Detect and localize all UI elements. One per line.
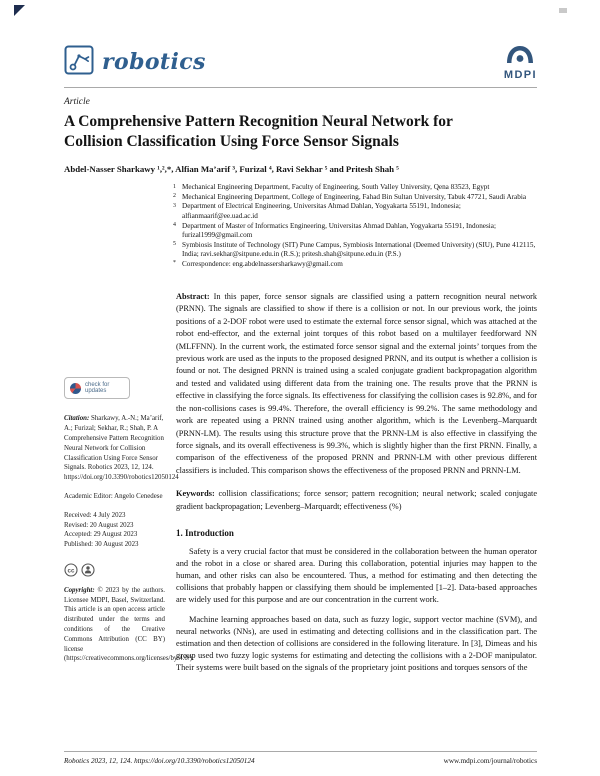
affiliation-text: Mechanical Engineering Department, College of Engineering, Fahad Bin Sultan University, Tabuk 47721, Saudi Arabia — [182, 192, 527, 201]
license-icons — [64, 563, 165, 581]
keywords — [176, 488, 537, 513]
affiliation-number: 3 — [173, 202, 176, 209]
title-line-2: Collision Classification Using Force Sensor Signals — [64, 133, 399, 151]
affiliation-number: 4 — [173, 222, 176, 229]
mdpi-wordmark: MDPI — [503, 68, 537, 81]
footer-journal-url[interactable]: www.mdpi.com/journal/robotics — [443, 757, 537, 765]
title-line-1: A Comprehensive Pattern Recognition Neural Network for — [64, 113, 453, 130]
abstract — [176, 291, 537, 478]
abstract-label: Abstract: — [176, 291, 210, 301]
article-type-label: Article — [64, 97, 90, 107]
revised-label: Revised: — [64, 521, 89, 529]
attribution-person-icon — [81, 563, 95, 581]
section-heading-introduction: 1. Introduction — [176, 528, 234, 539]
main-column — [176, 282, 537, 682]
intro-paragraph-2: Machine learning approaches based on data, such as fuzzy logic, support vector machine (SVM), and neural networks (NNs), are used in estimating and detecting collisions and in the classification part. The estimation and then detection of collisions are considered in the following literature. In [3], Dimeas and his group used two fuzzy logic systems for estimating and detecting the collisions with a 2-DOF manipulator. Their systems were built based on the signals of the proprietary joint positions and torques sensors of the — [176, 615, 537, 673]
academic-editor-block — [64, 492, 165, 502]
footer-citation: Robotics 2023, 12, 124. https://doi.org/10.3390/robotics12050124 — [64, 757, 255, 765]
keywords-label: Keywords: — [176, 489, 215, 499]
page-title — [64, 112, 537, 152]
keywords-text: collision classifications; force sensor; pattern recognition; neural network; scaled conjugate gradient backpropagation; Levenberg–Marquardt; effectiveness (%) — [176, 489, 538, 511]
academic-editor-label: Academic Editor: — [64, 493, 113, 501]
abstract-text: In this paper, force sensor signals are classified using a pattern recognition neural network (PRNN). The signals are classified to show if there is a collision or not. In our previous work, the joints positions of a 2-DOF robot were used to estimate the external force sensor signal, which was attached at the robot end-effector, and the external joint torques of this robot based on a multilayer feedforward NN (MLFFNN). In the current work, the estimated force sensor signal and the external joints’ torques from the previous work are used as the inputs to the proposed designed PRNN, and its output is whether a collision is found or not. The designed PRNN is trained using a scaled conjugate gradient backpropagation algorithm and tested and validated using different data from the training one. The results prove that the PRNN is effective in classifying the force signals. Its effectiveness for classifying the collision cases is 92.8%, and for the non-collisions cases is 99.4%. Therefore, the overall efficiency is 99.2%. The same methodology and work are repeated using a PRNN trained using another algorithm, which is the Levenberg–Marquardt (PRNN-LM). The results using this structure prove that the PRNN-LM is also effective in classifying the force signals, and its overall effectiveness is 99.3%, which is slightly higher than the first PRNN. Finally, a comparison of the effectiveness of the proposed PRNN and PRNN-LM with other previous different classifiers is included. This comparison shows the effectiveness of the proposed PRNN and PRNN-LM. — [176, 291, 538, 475]
creative-commons-icon — [64, 563, 78, 581]
affiliation-row — [173, 222, 537, 241]
citation-label: Citation: — [64, 415, 90, 423]
robotics-journal-logo — [64, 45, 206, 80]
accepted-label: Accepted: — [64, 531, 92, 539]
mdpi-emblem-icon — [505, 44, 535, 68]
received-label: Received: — [64, 511, 92, 519]
check-for-updates-label: check for updates — [85, 381, 110, 395]
robot-arm-icon — [64, 45, 94, 80]
published-label: Published: — [64, 541, 94, 549]
journal-name: robotics — [102, 49, 206, 75]
circular-arrows-icon — [70, 383, 81, 394]
affiliation-row — [173, 202, 537, 221]
affiliation-row — [173, 183, 537, 193]
header-divider — [64, 87, 537, 88]
affiliation-number: 1 — [173, 183, 176, 190]
correspondence-text: Correspondence: eng.abdelnassersharkawy@gmail.com — [182, 259, 343, 268]
accepted-date: 29 August 2023 — [93, 531, 138, 539]
page-footer — [64, 751, 537, 765]
academic-editor-name: Angelo Cenedese — [114, 493, 163, 501]
mdpi-logo — [504, 44, 537, 81]
affiliations-list — [173, 183, 537, 269]
copyright-label: Copyright: — [64, 586, 95, 594]
published-date: 30 August 2023 — [94, 541, 139, 549]
page-header — [64, 44, 537, 80]
copyright-text: © 2023 by the authors. Licensee MDPI, Basel, Switzerland. This article is an open access article distributed under the terms and conditions of the Creative Commons Attribution (CC BY) license (https://creativecommons.org/licenses/by/4.0/). — [64, 586, 194, 663]
affiliation-row — [173, 241, 537, 260]
citation-text: Sharkawy, A.-N.; Ma’arif, A.; Furizal; Sekhar, R.; Shah, P. A Comprehensive Pattern Recognition Neural Network for Collision Classification Using Force Sensor Signals. Robotics 2023, 12, 124. https://doi.org/10.3390/robotics12050124 — [64, 415, 179, 482]
affiliation-text: Department of Electrical Engineering, Universitas Ahmad Dahlan, Yogyakarta 55191, Indonesia; alfianmaarif@ee.uad.ac.id — [182, 202, 461, 221]
affiliation-text: Mechanical Engineering Department, Faculty of Engineering, South Valley University, Qena 83523, Egypt — [182, 183, 490, 192]
two-column-region — [64, 282, 537, 682]
dates-block — [64, 511, 165, 550]
page-corner-fold-artifact — [14, 5, 25, 16]
affiliation-number: 2 — [173, 193, 176, 200]
authors-line: Abdel-Nasser Sharkawy ¹,²,*, Alfian Ma’arif ³, Furizal ⁴, Ravi Sekhar ⁵ and Pritesh Shah ⁵ — [64, 164, 399, 175]
affiliation-text: Department of Master of Informatics Engineering, Universitas Ahmad Dahlan, Yogyakarta 55191, Indonesia; furizal1999@gmail.com — [182, 221, 496, 240]
revised-date: 20 August 2023 — [89, 521, 134, 529]
citation-block — [64, 414, 179, 483]
svg-text:cc: cc — [67, 567, 75, 575]
copyright-block — [64, 586, 194, 664]
affiliation-number: 5 — [173, 241, 176, 248]
correspondence-asterisk: * — [173, 260, 176, 267]
affiliation-row — [173, 193, 537, 203]
intro-paragraph-1: Safety is a very crucial factor that must be considered in the collaboration between the human operator and the robot in a close or shared area. During this collaboration, potential injuries may happen to the human, and other risks can also be encountered. Thus, a method for estimating and then detecting the collisions that probably happen or classifying them should be implemented [1–2]. Data-based approaches are widely used for this purpose and are our concentration in the current work. — [176, 546, 537, 604]
page-corner-mark-artifact — [559, 8, 567, 13]
correspondence-row — [173, 260, 537, 270]
received-date: 4 July 2023 — [93, 511, 126, 519]
affiliation-text: Symbiosis Institute of Technology (SIT) Pune Campus, Symbiosis International (Deemed University) (SIU), Pune 412115, India; ravi.sekhar@sitpune.edu.in (R.S.); pritesh.shah@sitpune.edu.in (P.S.) — [182, 240, 536, 259]
check-for-updates-badge[interactable] — [64, 377, 130, 399]
